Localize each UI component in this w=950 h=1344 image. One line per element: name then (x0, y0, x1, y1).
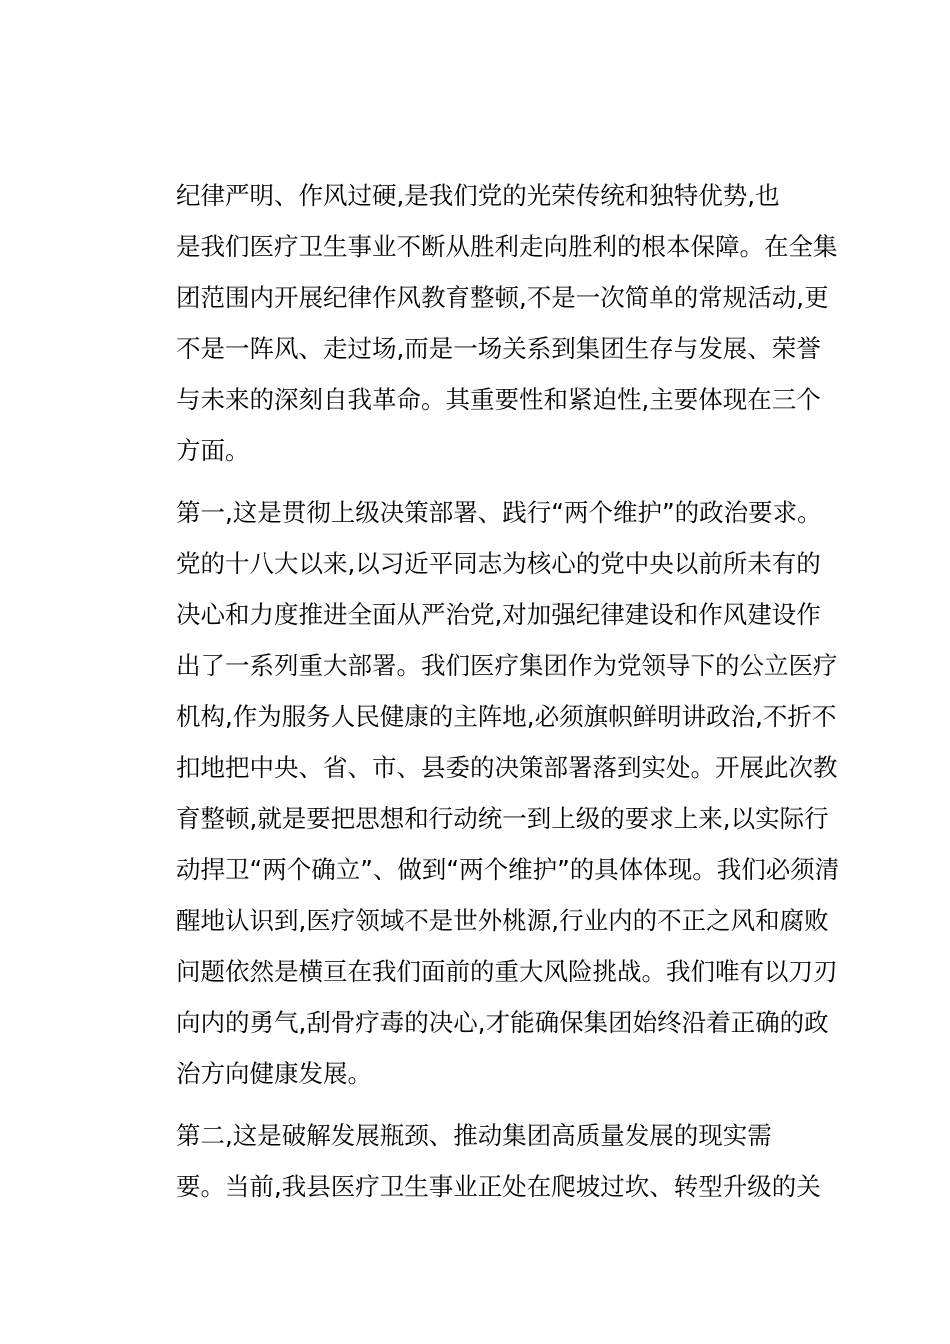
text-line: 与未来的深刻自我革命。其重要性和紧迫性,主要体现在三个 (176, 385, 821, 414)
text-line: 第一,这是贯彻上级决策部署、践行“两个维护”的政治要求。 (176, 498, 822, 527)
text-line: 团范围内开展纪律作风教育整顿,不是一次简单的常规活动,更 (176, 283, 829, 312)
text-line: 要。当前,我县医疗卫生事业正处在爬坡过坎、转型升级的关 (176, 1172, 821, 1201)
text-line: 决心和力度推进全面从严治党,对加强纪律建设和作风建设作 (176, 600, 821, 629)
text-line: 向内的勇气,刮骨疗毒的决心,才能确保集团始终沿着正确的政 (176, 1008, 829, 1037)
text-line: 纪律严明、作风过硬,是我们党的光荣传统和独特优势,也 (176, 181, 780, 210)
document-body (127, 170, 839, 1223)
text-line: 动捍卫“两个确立”、做到“两个维护”的具体体现。我们必须清 (176, 855, 840, 884)
text-line: 是我们医疗卫生事业不断从胜利走向胜利的根本保障。在全集 (176, 232, 838, 261)
text-line: 醒地认识到,医疗领域不是世外桃源,行业内的不正之风和腐败 (176, 906, 829, 935)
paragraph-second-point (127, 1110, 839, 1212)
text-line: 治方向健康发展。 (176, 1059, 372, 1088)
text-line: 问题依然是横亘在我们面前的重大风险挑战。我们唯有以刀刃 (176, 957, 838, 986)
text-line: 机构,作为服务人民健康的主阵地,必须旗帜鲜明讲政治,不折不 (176, 702, 837, 731)
text-line: 不是一阵风、走过场,而是一场关系到集团生存与发展、荣誉 (176, 334, 821, 363)
paragraph-intro (127, 170, 839, 476)
text-line: 党的十八大以来,以习近平同志为核心的党中央以前所未有的 (176, 549, 821, 578)
text-line: 育整顿,就是要把思想和行动统一到上级的要求上来,以实际行 (176, 804, 829, 833)
paragraph-first-point (127, 487, 839, 1099)
text-line: 扣地把中央、省、市、县委的决策部署落到实处。开展此次教 (176, 753, 838, 782)
text-line: 第二,这是破解发展瓶颈、推动集团高质量发展的现实需 (176, 1121, 772, 1150)
text-line: 方面。 (176, 436, 250, 465)
text-line: 出了一系列重大部署。我们医疗集团作为党领导下的公立医疗 (176, 651, 838, 680)
